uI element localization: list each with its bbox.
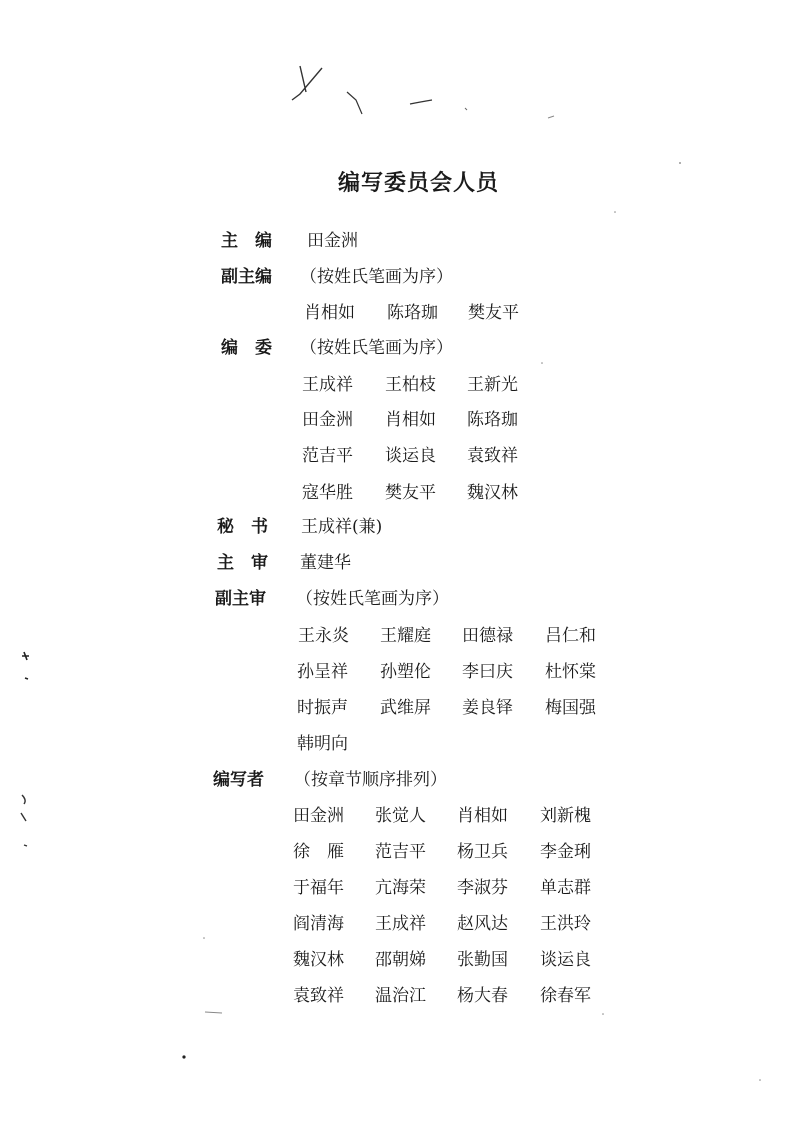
committee-name: 范吉平 xyxy=(302,446,353,466)
writer-name: 刘新槐 xyxy=(540,806,591,826)
deputy-chief-editor-name: 陈珞珈 xyxy=(387,303,438,323)
role-committee: 编 委 xyxy=(221,338,272,358)
committee-name: 肖相如 xyxy=(385,410,436,430)
deputy-chief-editor-name: 肖相如 xyxy=(304,303,355,323)
deputy-chief-reviewer-name: 吕仁和 xyxy=(545,626,596,646)
role-chief-editor: 主 编 xyxy=(221,231,272,251)
writer-name: 亢海荣 xyxy=(375,878,426,898)
writers-note: （按章节顺序排列） xyxy=(294,770,447,790)
deputy-chief-reviewer-name: 王永炎 xyxy=(298,626,349,646)
writer-name: 王洪玲 xyxy=(540,914,591,934)
writer-name: 魏汉林 xyxy=(293,950,344,970)
deputy-chief-reviewer-name: 孙呈祥 xyxy=(297,662,348,682)
writer-name: 杨大春 xyxy=(457,986,508,1006)
role-writers: 编写者 xyxy=(213,770,264,790)
writer-name: 谈运良 xyxy=(540,950,591,970)
role-chief-reviewer: 主 审 xyxy=(217,553,268,573)
deputy-chief-reviewer-name: 杜怀棠 xyxy=(545,662,596,682)
writer-name: 李淑芬 xyxy=(457,878,508,898)
writer-name: 阎清海 xyxy=(293,914,344,934)
role-secretary: 秘 书 xyxy=(217,517,268,537)
deputy-chief-reviewer-name: 时振声 xyxy=(297,698,348,718)
role-deputy-chief-editor: 副主编 xyxy=(221,267,272,287)
deputy-chief-reviewer-name: 梅国强 xyxy=(545,698,596,718)
chief-editor-name: 田金洲 xyxy=(307,231,358,251)
deputy-chief-reviewer-name: 王耀庭 xyxy=(380,626,431,646)
writer-name: 徐春军 xyxy=(540,986,591,1006)
committee-name: 袁致祥 xyxy=(467,446,518,466)
role-deputy-chief-reviewer: 副主审 xyxy=(215,589,266,609)
writer-name: 徐 雁 xyxy=(293,842,344,862)
committee-name: 王柏枝 xyxy=(385,375,436,395)
chief-reviewer-name: 董建华 xyxy=(300,553,351,573)
deputy-chief-reviewer-name: 武维屏 xyxy=(380,698,431,718)
writer-name: 赵风达 xyxy=(457,914,508,934)
committee-name: 寇华胜 xyxy=(302,483,353,503)
handwritten-marks xyxy=(0,0,801,140)
writer-name: 王成祥 xyxy=(375,914,426,934)
writer-name: 范吉平 xyxy=(375,842,426,862)
writer-name: 于福年 xyxy=(293,878,344,898)
writer-name: 张觉人 xyxy=(375,806,426,826)
committee-name: 王成祥 xyxy=(302,375,353,395)
deputy-chief-editor-name: 樊友平 xyxy=(468,303,519,323)
committee-name: 谈运良 xyxy=(385,446,436,466)
deputy-chief-reviewer-name: 韩明向 xyxy=(297,734,348,754)
writer-name: 田金洲 xyxy=(293,806,344,826)
deputy-chief-editor-note: （按姓氏笔画为序） xyxy=(300,267,453,287)
deputy-chief-reviewer-name: 姜良铎 xyxy=(462,698,513,718)
writer-name: 李金琍 xyxy=(540,842,591,862)
page-title: 编写委员会人员 xyxy=(337,171,499,196)
writer-name: 温治江 xyxy=(375,986,426,1006)
writer-name: 张勤国 xyxy=(457,950,508,970)
writer-name: 杨卫兵 xyxy=(457,842,508,862)
writer-name: 肖相如 xyxy=(457,806,508,826)
writer-name: 邵朝娣 xyxy=(375,950,426,970)
committee-name: 王新光 xyxy=(467,375,518,395)
committee-name: 魏汉林 xyxy=(467,483,518,503)
committee-note: （按姓氏笔画为序） xyxy=(300,338,453,358)
committee-name: 田金洲 xyxy=(302,410,353,430)
deputy-chief-reviewer-note: （按姓氏笔画为序） xyxy=(296,589,449,609)
deputy-chief-reviewer-name: 李曰庆 xyxy=(462,662,513,682)
secretary-name: 王成祥(兼) xyxy=(301,517,383,537)
deputy-chief-reviewer-name: 孙塑伦 xyxy=(380,662,431,682)
writer-name: 单志群 xyxy=(540,878,591,898)
deputy-chief-reviewer-name: 田德禄 xyxy=(462,626,513,646)
committee-name: 樊友平 xyxy=(385,483,436,503)
writer-name: 袁致祥 xyxy=(293,986,344,1006)
committee-name: 陈珞珈 xyxy=(467,410,518,430)
